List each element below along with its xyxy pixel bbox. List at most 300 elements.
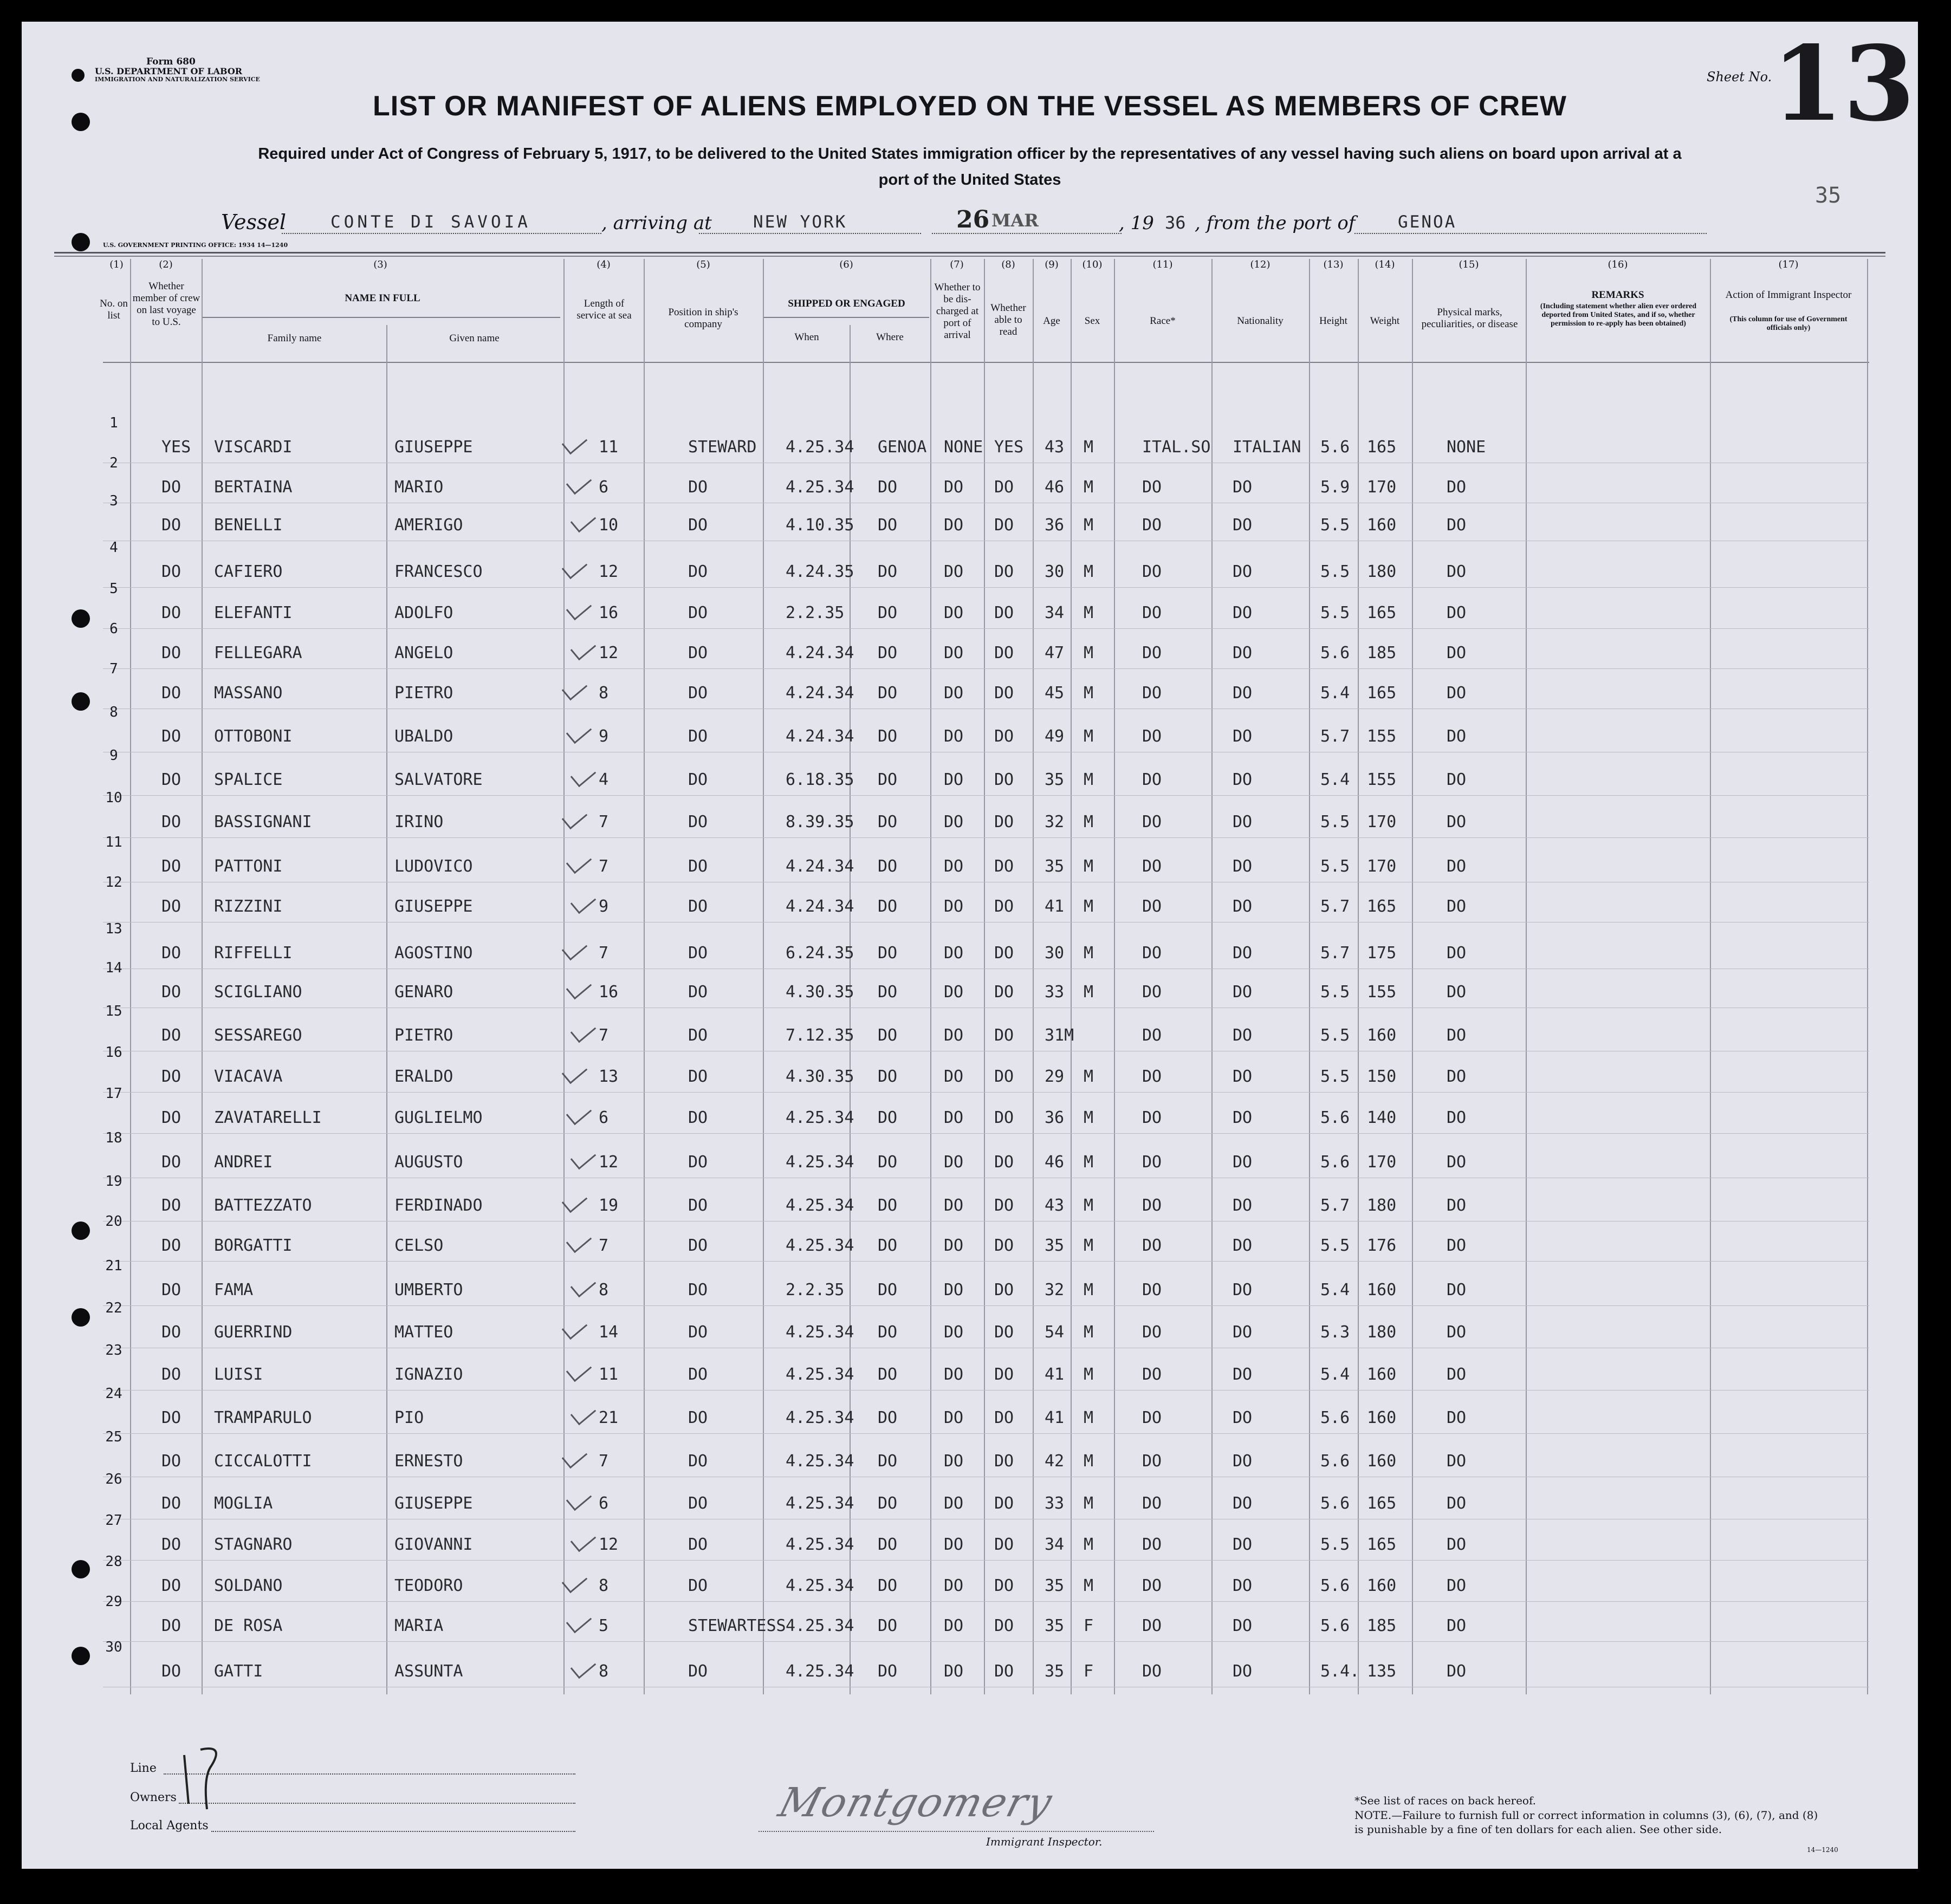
cell-family-name: RIFFELLI (214, 944, 293, 963)
cell-shipped-when: 2.2.35 (786, 1281, 845, 1299)
cell-height: 5.6 (1320, 1616, 1350, 1635)
cell-shipped-when: 4.24.34 (786, 857, 854, 876)
cell-height: 5.4 (1320, 1281, 1350, 1299)
cell-sex: M (1084, 644, 1094, 662)
cell-nationality: DO (1233, 1153, 1253, 1172)
cell-shipped-where: DO (878, 897, 898, 916)
cell-able-read: DO (994, 983, 1014, 1002)
cell-member-voyage: DO (161, 1662, 182, 1681)
cell-race: DO (1142, 1365, 1162, 1384)
cell-member-voyage: DO (161, 1576, 182, 1595)
cell-shipped-where: DO (878, 516, 898, 535)
row-guide-line (103, 837, 1869, 838)
cell-physical-marks: NONE (1447, 438, 1486, 457)
cell-position: DO (688, 478, 708, 497)
cell-position: DO (688, 1196, 708, 1215)
cell-given-name: CELSO (394, 1236, 444, 1255)
cell-height: 5.5 (1320, 603, 1350, 622)
cell-family-name: STAGNARO (214, 1535, 293, 1554)
cell-able-read: DO (994, 1108, 1014, 1127)
cell-height: 5.4. (1320, 1662, 1360, 1681)
cell-race: DO (1142, 1236, 1162, 1255)
cell-family-name: ELEFANTI (214, 603, 293, 622)
cell-physical-marks: DO (1447, 644, 1467, 662)
row-number: 8 (109, 704, 118, 720)
row-number: 18 (105, 1130, 122, 1146)
cell-shipped-when: 6.18.35 (786, 770, 854, 789)
cell-position: DO (688, 1576, 708, 1595)
cell-age: 46 (1045, 478, 1065, 497)
cell-family-name: SCIGLIANO (214, 983, 302, 1002)
punch-hole (72, 1308, 90, 1327)
row-guide-line (103, 1092, 1869, 1093)
cell-able-read: DO (994, 1323, 1014, 1342)
cell-nationality: DO (1233, 1108, 1253, 1127)
agents-label: Local Agents (130, 1819, 209, 1832)
check-mark-icon (566, 596, 592, 621)
cell-member-voyage: DO (161, 1408, 182, 1427)
cell-shipped-where: DO (878, 1067, 898, 1086)
cell-height: 5.6 (1320, 1452, 1350, 1471)
cell-position: DO (688, 1365, 708, 1384)
cell-length-service: 12 (599, 1535, 619, 1554)
cell-race: DO (1142, 1576, 1162, 1595)
cell-position: DO (688, 1408, 708, 1427)
arriving-port: NEW YORK (753, 212, 847, 232)
punch-hole (72, 233, 90, 251)
cell-nationality: ITALIAN (1233, 438, 1301, 457)
punch-hole (72, 609, 90, 628)
cell-shipped-where: DO (878, 1408, 898, 1427)
cell-age: 54 (1045, 1323, 1065, 1342)
cell-physical-marks: DO (1447, 1494, 1467, 1513)
cell-shipped-where: DO (878, 1236, 898, 1255)
cell-length-service: 8 (599, 1576, 609, 1595)
cell-given-name: ASSUNTA (394, 1662, 463, 1681)
check-mark-icon (562, 1188, 587, 1213)
cell-family-name: MOGLIA (214, 1494, 273, 1513)
cell-physical-marks: DO (1447, 1408, 1467, 1427)
row-guide-line (103, 1641, 1869, 1642)
cell-age: 36 (1045, 516, 1065, 535)
cell-shipped-where: DO (878, 478, 898, 497)
col-num-11: (11) (1152, 259, 1173, 270)
cell-member-voyage: DO (161, 1153, 182, 1172)
row-number: 24 (105, 1386, 122, 1402)
cell-sex: F (1084, 1616, 1094, 1635)
cell-height: 5.6 (1320, 644, 1350, 662)
cell-position: DO (688, 1452, 708, 1471)
row-guide-line (103, 795, 1869, 796)
cell-family-name: RIZZINI (214, 897, 283, 916)
cell-physical-marks: DO (1447, 1576, 1467, 1595)
cell-shipped-when: 4.25.34 (786, 1365, 854, 1384)
row-number: 5 (109, 581, 118, 597)
row-guide-line (103, 668, 1869, 669)
cell-family-name: SOLDANO (214, 1576, 283, 1595)
col-num-16: (16) (1608, 259, 1628, 270)
cell-weight: 160 (1367, 1576, 1397, 1595)
agents-underline (211, 1831, 575, 1832)
cell-member-voyage: DO (161, 857, 182, 876)
vessel-label: Vessel (221, 210, 287, 234)
cell-able-read: DO (994, 684, 1014, 703)
cell-length-service: 12 (599, 1153, 619, 1172)
cell-nationality: DO (1233, 1365, 1253, 1384)
cell-member-voyage: DO (161, 813, 182, 831)
cell-sex: M (1084, 478, 1094, 497)
year-suffix: 36 (1165, 212, 1186, 233)
cell-able-read: DO (994, 1281, 1014, 1299)
col-rule (563, 259, 565, 1694)
cell-shipped-when: 4.25.34 (786, 1535, 854, 1554)
cell-age: 29 (1045, 1067, 1065, 1086)
cell-given-name: FRANCESCO (394, 562, 483, 581)
check-mark-icon (566, 975, 592, 1000)
races-note: *See list of races on back hereof. (1354, 1794, 1537, 1807)
cell-given-name: GIOVANNI (394, 1535, 473, 1554)
cell-able-read: DO (994, 1452, 1014, 1471)
check-mark-icon (571, 889, 596, 914)
col-num-15: (15) (1459, 259, 1479, 270)
cell-nationality: DO (1233, 478, 1253, 497)
page-title: LIST OR MANIFEST OF ALIENS EMPLOYED ON THE VESSEL AS MEMBERS OF CREW (373, 90, 1567, 122)
col-rule (1211, 259, 1213, 1694)
printing-office: U.S. GOVERNMENT PRINTING OFFICE: 1934 14—1240 (103, 242, 288, 249)
cell-member-voyage: DO (161, 1535, 182, 1554)
cell-nationality: DO (1233, 1281, 1253, 1299)
cell-sex: M (1084, 1408, 1094, 1427)
col-num-3: (3) (373, 259, 387, 270)
cell-physical-marks: DO (1447, 1281, 1467, 1299)
cell-race: DO (1142, 813, 1162, 831)
cell-sex: M (1084, 1452, 1094, 1471)
hdr-height: Height (1319, 315, 1347, 327)
form-number: Form 680 (146, 56, 196, 67)
cell-able-read: DO (994, 1408, 1014, 1427)
hdr-position: Position in ship's company (668, 307, 738, 330)
cell-given-name: ERNESTO (394, 1452, 463, 1471)
cell-age: 35 (1045, 1576, 1065, 1595)
service: IMMIGRATION AND NATURALIZATION SERVICE (95, 76, 260, 83)
cell-height: 5.4 (1320, 770, 1350, 789)
arriving-label: , arriving at (601, 212, 712, 234)
cell-able-read: DO (994, 1365, 1014, 1384)
cell-height: 5.6 (1320, 1494, 1350, 1513)
cell-position: STEWARTESS (688, 1616, 786, 1635)
cell-able-read: DO (994, 1494, 1014, 1513)
row-guide-line (103, 628, 1869, 629)
row-number: 1 (109, 415, 118, 431)
owners-label: Owners (130, 1791, 177, 1804)
cell-shipped-where: GENOA (878, 438, 927, 457)
cell-nationality: DO (1233, 1067, 1253, 1086)
cell-race: DO (1142, 1153, 1162, 1172)
cell-sex: M (1084, 516, 1094, 535)
cell-length-service: 8 (599, 1281, 609, 1299)
cell-race: DO (1142, 1067, 1162, 1086)
cell-weight: 176 (1367, 1236, 1397, 1255)
cell-position: STEWARD (688, 438, 757, 457)
date-underline (932, 233, 1122, 234)
cell-discharged: DO (944, 1452, 964, 1471)
cell-given-name: AMERIGO (394, 516, 463, 535)
cell-shipped-when: 4.24.35 (786, 562, 854, 581)
cell-sex: M (1084, 1196, 1094, 1215)
cell-position: DO (688, 684, 708, 703)
check-mark-icon (566, 849, 592, 874)
hdr-length-service: Length of service at sea (576, 298, 632, 321)
cell-nationality: DO (1233, 1576, 1253, 1595)
cell-weight: 170 (1367, 813, 1397, 831)
cell-nationality: DO (1233, 983, 1253, 1002)
check-mark-icon (566, 1486, 592, 1511)
cell-family-name: ZAVATARELLI (214, 1108, 322, 1127)
cell-position: DO (688, 562, 708, 581)
cell-age: 34 (1045, 1535, 1065, 1554)
cell-given-name: ADOLFO (394, 603, 453, 622)
cell-member-voyage: YES (161, 438, 191, 457)
col-rule (763, 259, 764, 1694)
row-number: 27 (105, 1512, 122, 1529)
cell-sex: M (1084, 1281, 1094, 1299)
cell-weight: 160 (1367, 1365, 1397, 1384)
cell-able-read: DO (994, 1576, 1014, 1595)
cell-given-name: MARIA (394, 1616, 444, 1635)
cell-family-name: SPALICE (214, 770, 283, 789)
cell-member-voyage: DO (161, 770, 182, 789)
check-mark-icon (571, 636, 596, 661)
cell-shipped-where: DO (878, 562, 898, 581)
cell-shipped-where: DO (878, 813, 898, 831)
cell-height: 5.5 (1320, 1236, 1350, 1255)
cell-sex: M (1084, 770, 1094, 789)
cell-discharged: DO (944, 727, 964, 746)
cell-length-service: 7 (599, 1026, 609, 1045)
cell-height: 5.6 (1320, 1408, 1350, 1427)
row-number: 11 (105, 834, 122, 850)
cell-age: 41 (1045, 1408, 1065, 1427)
check-mark-icon (571, 1654, 596, 1679)
cell-discharged: DO (944, 1153, 964, 1172)
hdr-action: Action of Immigrant Inspector (1725, 289, 1852, 301)
cell-nationality: DO (1233, 1616, 1253, 1635)
row-number: 28 (105, 1554, 122, 1570)
row-number: 7 (109, 661, 118, 677)
col-num-10: (10) (1082, 259, 1103, 270)
cell-length-service: 7 (599, 944, 609, 963)
cell-nationality: DO (1233, 1662, 1253, 1681)
cell-able-read: DO (994, 1662, 1014, 1681)
cell-weight: 160 (1367, 1452, 1397, 1471)
cell-height: 5.5 (1320, 1026, 1350, 1045)
hdr-age: Age (1043, 315, 1060, 327)
check-mark-icon (571, 1528, 596, 1552)
cell-age: 45 (1045, 684, 1065, 703)
arriving-underline (699, 233, 921, 234)
cell-weight: 165 (1367, 1494, 1397, 1513)
cell-race: DO (1142, 562, 1162, 581)
cell-shipped-when: 4.25.34 (786, 1494, 854, 1513)
cell-race: DO (1142, 1108, 1162, 1127)
cell-member-voyage: DO (161, 1026, 182, 1045)
cell-weight: 135 (1367, 1662, 1397, 1681)
cell-discharged: DO (944, 1662, 964, 1681)
hdr-sex: Sex (1084, 315, 1100, 327)
cell-shipped-when: 4.25.34 (786, 1616, 854, 1635)
cell-sex: M (1084, 1494, 1094, 1513)
cell-given-name: GUGLIELMO (394, 1108, 483, 1127)
cell-physical-marks: DO (1447, 1108, 1467, 1127)
cell-shipped-where: DO (878, 1153, 898, 1172)
row-number: 30 (105, 1639, 122, 1655)
punch-hole (72, 1221, 90, 1240)
check-mark-icon (566, 1357, 592, 1382)
cell-discharged: DO (944, 1196, 964, 1215)
cell-sex: M (1084, 813, 1094, 831)
row-number: 14 (105, 960, 122, 976)
col-rule (1412, 259, 1413, 1694)
cell-age: 35 (1045, 770, 1065, 789)
cell-physical-marks: DO (1447, 603, 1467, 622)
hdr-race: Race* (1150, 315, 1176, 327)
cell-race: DO (1142, 684, 1162, 703)
cell-weight: 140 (1367, 1108, 1397, 1127)
cell-position: DO (688, 727, 708, 746)
hdr-where: Where (876, 332, 904, 343)
cell-position: DO (688, 1026, 708, 1045)
cell-weight: 180 (1367, 1323, 1397, 1342)
cell-physical-marks: DO (1447, 770, 1467, 789)
cell-nationality: DO (1233, 944, 1253, 963)
cell-sex: M (1084, 438, 1094, 457)
cell-race: DO (1142, 1196, 1162, 1215)
cell-discharged: DO (944, 684, 964, 703)
cell-nationality: DO (1233, 603, 1253, 622)
cell-nationality: DO (1233, 516, 1253, 535)
hdr-physical: Physical marks, peculiarities, or disease (1421, 307, 1518, 330)
cell-shipped-where: DO (878, 1576, 898, 1595)
cell-sex: M (1084, 1323, 1094, 1342)
col-rule (1114, 259, 1115, 1694)
cell-age: 33 (1045, 1494, 1065, 1513)
cell-able-read: DO (994, 1616, 1014, 1635)
cell-age: 41 (1045, 897, 1065, 916)
cell-physical-marks: DO (1447, 1196, 1467, 1215)
hdr-weight: Weight (1370, 315, 1400, 327)
cell-able-read: DO (994, 562, 1014, 581)
col-num-2: (2) (159, 259, 173, 270)
cell-shipped-when: 4.30.35 (786, 983, 854, 1002)
cell-length-service: 9 (599, 727, 609, 746)
cell-sex: M (1084, 1535, 1094, 1554)
cell-weight: 175 (1367, 944, 1397, 963)
col-rule (1358, 259, 1359, 1694)
cell-physical-marks: DO (1447, 1535, 1467, 1554)
cell-length-service: 11 (599, 438, 619, 457)
cell-given-name: UMBERTO (394, 1281, 463, 1299)
cell-discharged: DO (944, 1494, 964, 1513)
cell-able-read: DO (994, 857, 1014, 876)
cell-physical-marks: DO (1447, 1067, 1467, 1086)
cell-age: 36 (1045, 1108, 1065, 1127)
cell-age: 42 (1045, 1452, 1065, 1471)
cell-sex: M (1084, 1067, 1094, 1086)
cell-family-name: GATTI (214, 1662, 263, 1681)
cell-discharged: DO (944, 983, 964, 1002)
cell-able-read: DO (994, 897, 1014, 916)
page-stamp: 35 (1815, 183, 1842, 208)
cell-given-name: GIUSEPPE (394, 438, 473, 457)
cell-height: 5.7 (1320, 727, 1350, 746)
penalty-note: NOTE.—Failure to furnish full or correct information in columns (3), (6), (7), and (8) is punishable by a fine of ten dollars for each alien. See other side. (1354, 1809, 1818, 1836)
cell-shipped-when: 4.25.34 (786, 1108, 854, 1127)
cell-length-service: 4 (599, 770, 609, 789)
cell-able-read: DO (994, 1067, 1014, 1086)
col-num-8: (8) (1001, 259, 1015, 270)
cell-given-name: AGOSTINO (394, 944, 473, 963)
cell-discharged: DO (944, 770, 964, 789)
cell-family-name: GUERRIND (214, 1323, 293, 1342)
hdr-member-last-voyage: Whether member of crew on last voyage to U.S. (132, 281, 200, 328)
cell-height: 5.5 (1320, 813, 1350, 831)
hdr-name-in-full: NAME IN FULL (345, 293, 420, 304)
cell-able-read: DO (994, 644, 1014, 662)
cell-member-voyage: DO (161, 897, 182, 916)
cell-shipped-where: DO (878, 857, 898, 876)
row-guide-line (103, 1261, 1869, 1262)
check-mark-icon (571, 763, 596, 788)
cell-shipped-where: DO (878, 1026, 898, 1045)
cell-family-name: SESSAREGO (214, 1026, 302, 1045)
cell-discharged: DO (944, 1067, 964, 1086)
cell-given-name: LUDOVICO (394, 857, 473, 876)
cell-length-service: 9 (599, 897, 609, 916)
cell-weight: 185 (1367, 1616, 1397, 1635)
cell-discharged: DO (944, 603, 964, 622)
row-number: 10 (105, 790, 122, 806)
cell-discharged: DO (944, 644, 964, 662)
col-num-13: (13) (1323, 259, 1344, 270)
cell-weight: 160 (1367, 1408, 1397, 1427)
cell-given-name: GIUSEPPE (394, 1494, 473, 1513)
cell-physical-marks: DO (1447, 897, 1467, 916)
cell-given-name: PIETRO (394, 684, 453, 703)
cell-given-name: PIETRO (394, 1026, 453, 1045)
signature-underline (759, 1831, 1154, 1832)
cell-height: 5.5 (1320, 983, 1350, 1002)
table-top-rule (54, 252, 1885, 254)
cell-able-read: DO (994, 603, 1014, 622)
cell-family-name: MASSANO (214, 684, 283, 703)
subtitle-line2: port of the United States (878, 171, 1061, 189)
col-num-5: (5) (696, 259, 710, 270)
cell-shipped-when: 4.25.34 (786, 1153, 854, 1172)
col-rule (1309, 259, 1310, 1694)
cell-family-name: CICCALOTTI (214, 1452, 312, 1471)
cell-length-service: 6 (599, 1108, 609, 1127)
cell-shipped-when: 4.25.34 (786, 1236, 854, 1255)
cell-shipped-when: 4.25.34 (786, 1408, 854, 1427)
cell-weight: 160 (1367, 516, 1397, 535)
row-number: 6 (109, 621, 118, 637)
cell-race: DO (1142, 727, 1162, 746)
cell-sex: M (1084, 1576, 1094, 1595)
col-num-1: (1) (109, 259, 124, 270)
cell-weight: 150 (1367, 1067, 1397, 1086)
cell-member-voyage: DO (161, 727, 182, 746)
cell-sex: M (1084, 1108, 1094, 1127)
